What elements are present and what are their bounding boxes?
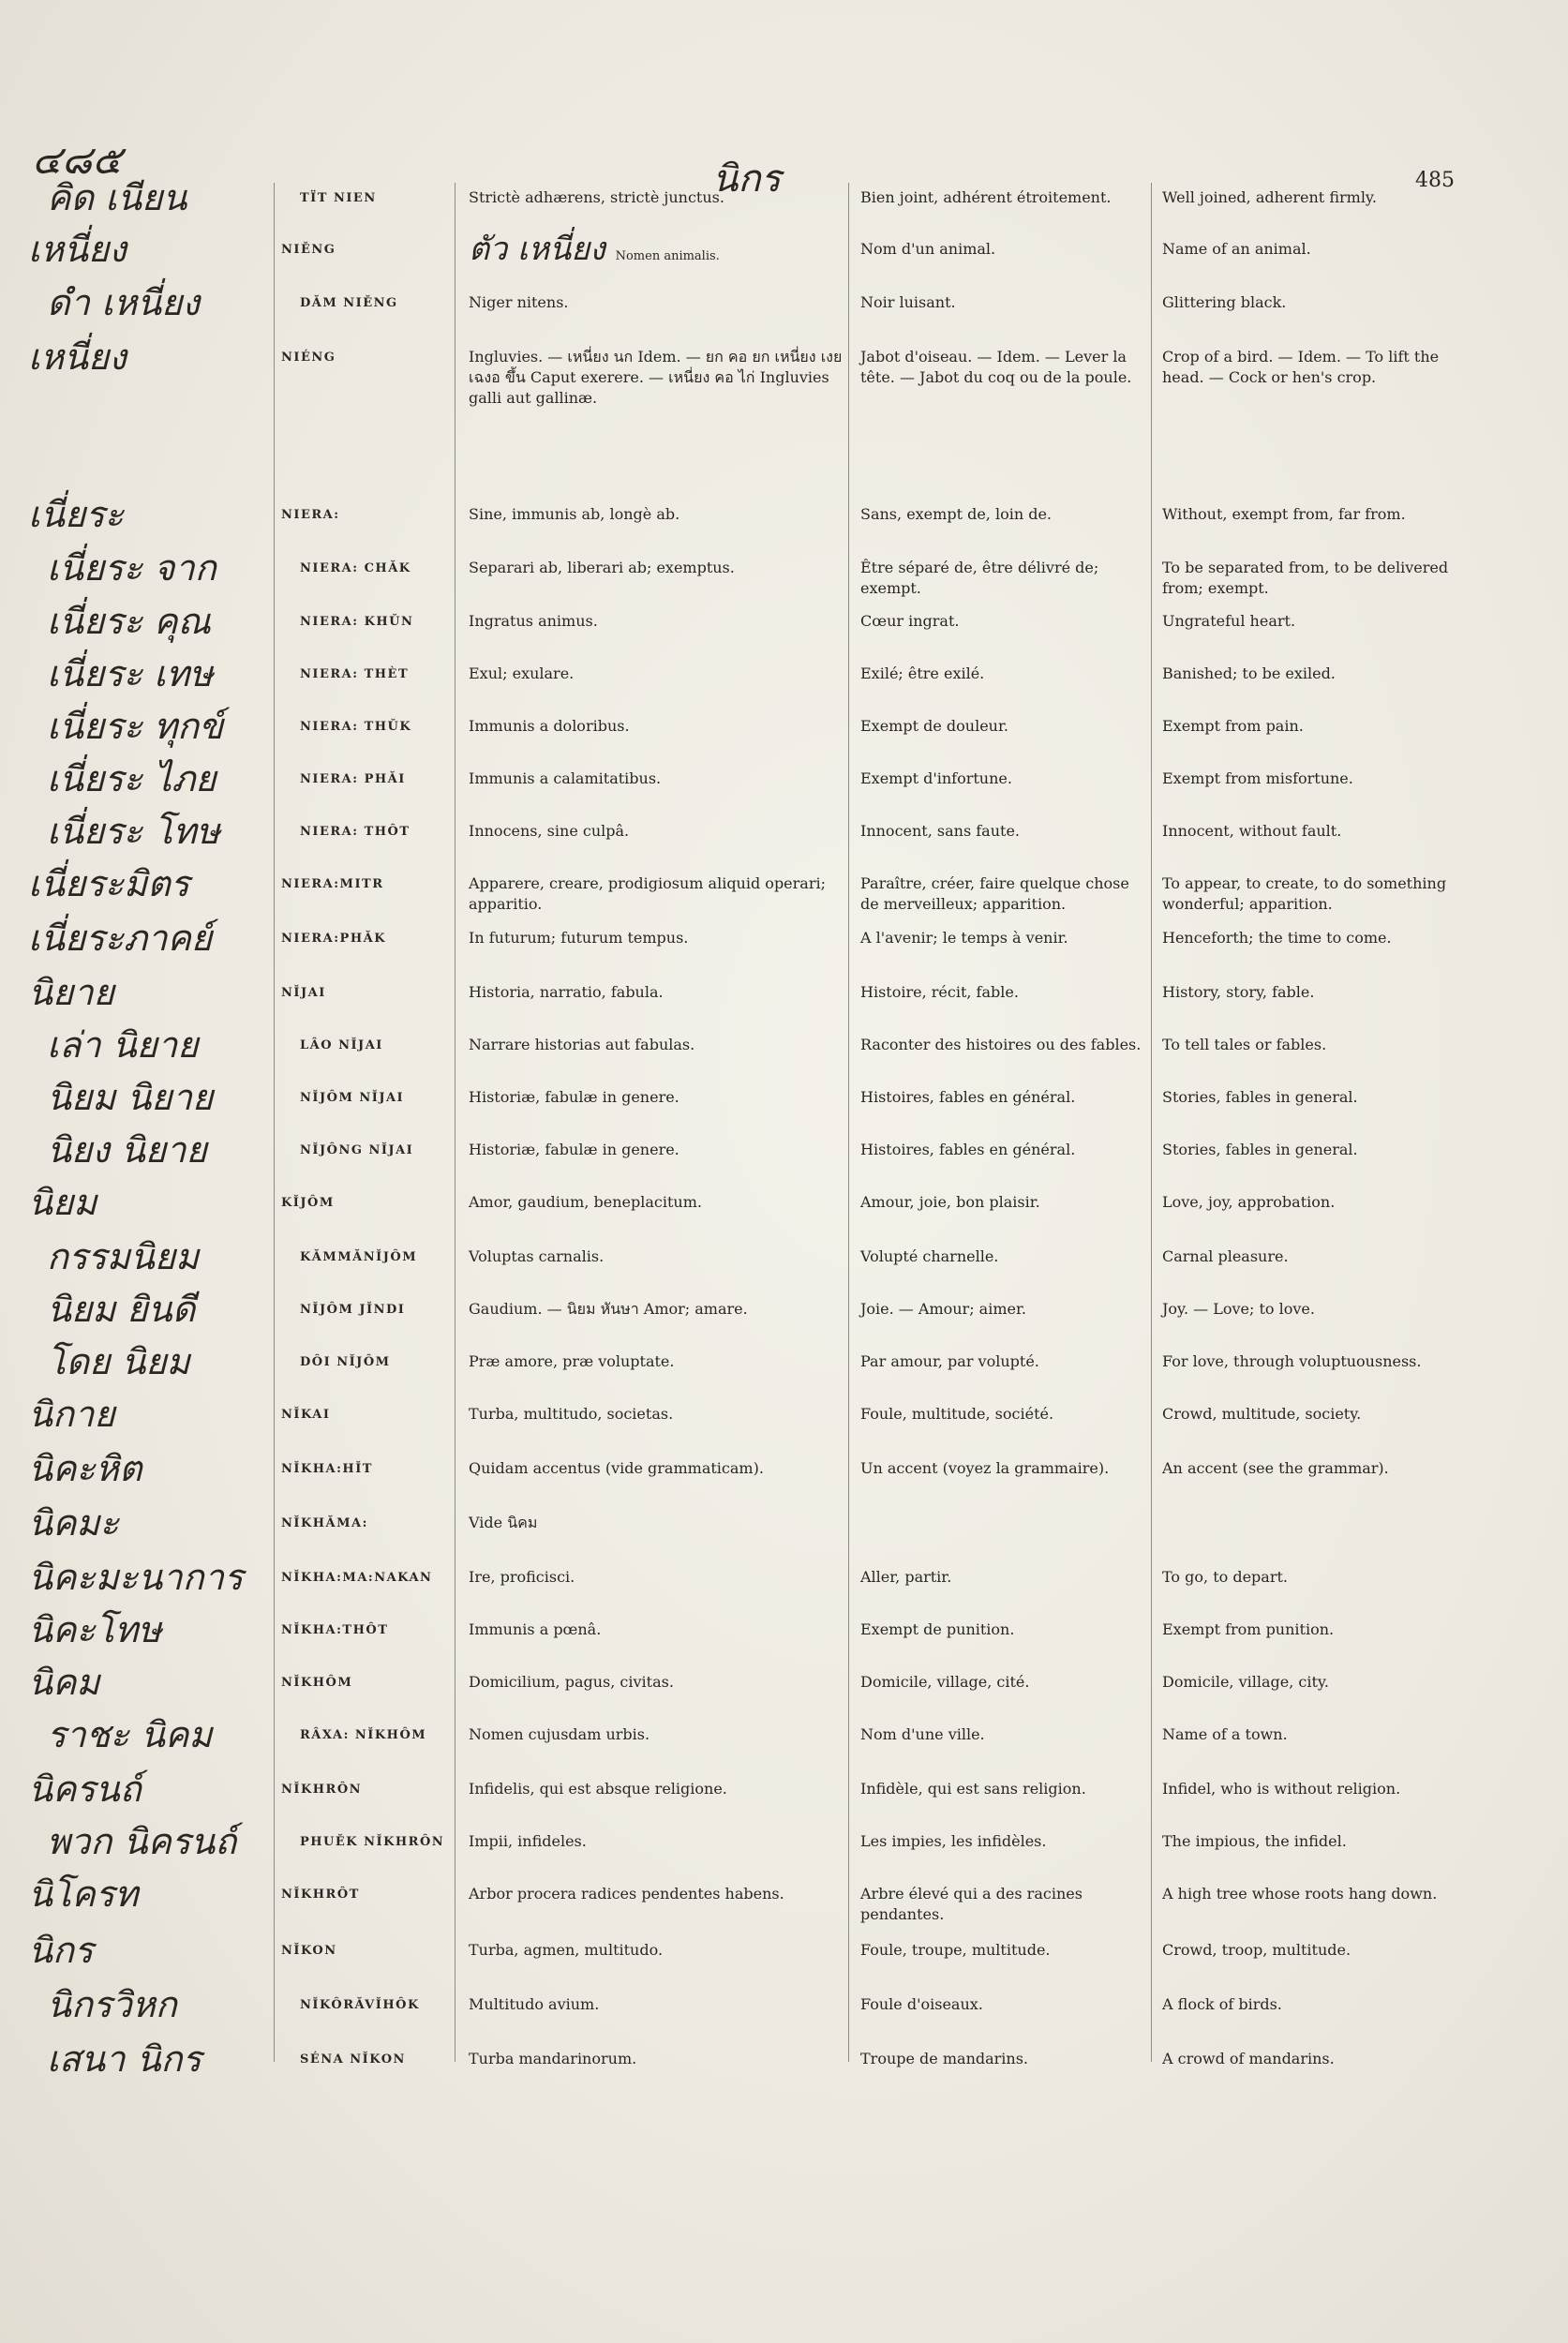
french-definition: Exilé; être exilé. <box>860 664 985 682</box>
latin-definition: Ire, proficisci. <box>469 1568 575 1586</box>
thai-headword: นิกาย <box>28 1394 115 1435</box>
romanization: NĬKÔRĂVĬHÔK <box>300 1998 420 2012</box>
thai-headword: เนี่ยระ ทุกข์ <box>47 706 224 747</box>
french-definition: Par amour, par volupté. <box>860 1352 1039 1370</box>
latin-definition: Voluptas carnalis. <box>469 1247 605 1265</box>
romanization: KĬJÔM <box>281 1196 335 1210</box>
french-definition: Exempt d'infortune. <box>860 769 1012 787</box>
romanization: NIERA: PHĂI <box>300 772 406 786</box>
dictionary-entry <box>0 654 1568 692</box>
thai-headword: คิด เนียน <box>47 177 187 218</box>
romanization: NĬKAI <box>281 1408 331 1422</box>
latin-definition: Turba mandarinorum. <box>469 2050 637 2067</box>
english-definition: Glittering black. <box>1162 293 1287 311</box>
thai-headword: นิยาย <box>28 972 114 1013</box>
english-definition: Exempt from misfortune. <box>1162 769 1353 787</box>
dictionary-entry <box>0 1768 1568 1810</box>
thai-headword: นิยม ยินดี <box>47 1289 196 1330</box>
dictionary-entry <box>0 1342 1568 1380</box>
romanization: NĬKHA:HĬT <box>281 1462 373 1476</box>
thai-headword: เนี่ยระ เทษ <box>47 653 214 694</box>
thai-headword: โดย นิยม <box>47 1341 190 1382</box>
thai-headword: นิคม <box>28 1662 100 1703</box>
latin-definition: Præ amore, præ voluptate. <box>469 1352 675 1370</box>
dictionary-entry <box>0 1077 1568 1118</box>
english-definition: Ungrateful heart. <box>1162 612 1296 630</box>
latin-definition: Nomen cujusdam urbis. <box>469 1725 650 1743</box>
running-headword: นิกร <box>712 157 782 201</box>
dictionary-entry <box>0 1821 1568 1862</box>
romanization: RÂXA: NĬKHÔM <box>300 1728 427 1742</box>
dictionary-entry <box>0 1984 1568 2025</box>
thai-headword: เนี่ยระ โทษ <box>47 811 220 852</box>
romanization: NIERA:PHĂK <box>281 932 387 946</box>
english-definition: A high tree whose roots hang down. <box>1162 1885 1438 1903</box>
thai-headword: ราชะ นิคม <box>47 1714 213 1755</box>
french-definition: Sans, exempt de, loin de. <box>860 505 1053 523</box>
english-definition: Henceforth; the time to come. <box>1162 929 1392 947</box>
latin-definition: Historia, narratio, fabula. <box>469 983 664 1001</box>
romanization: NIÉNG <box>281 351 336 365</box>
french-definition: Infidèle, qui est sans religion. <box>860 1780 1086 1798</box>
english-definition: Love, joy, approbation. <box>1162 1193 1336 1211</box>
romanization: NIERA: THÔT <box>300 825 411 839</box>
romanization: NĬKHRÔN <box>281 1783 363 1797</box>
page-number: 485 <box>1415 169 1455 192</box>
english-definition: Domicile, village, city. <box>1162 1673 1329 1691</box>
french-definition: Arbre élevé qui a des racines pendantes. <box>860 1885 1083 1923</box>
dictionary-entry <box>0 1182 1568 1223</box>
romanization: NIĔNG <box>281 243 336 257</box>
romanization: NĬJÔNG NĬJAI <box>300 1143 414 1157</box>
latin-definition: Gaudium. — นิยม หันษา Amor; amare. <box>469 1300 748 1318</box>
french-definition: Domicile, village, cité. <box>860 1673 1030 1691</box>
latin-definition: Impii, infideles. <box>469 1832 587 1850</box>
latin-definition: Immunis a calamitatibus. <box>469 769 662 787</box>
latin-definition: Ingratus animus. <box>469 612 598 630</box>
dictionary-entry <box>0 1448 1568 1489</box>
french-definition: Un accent (voyez la grammaire). <box>860 1459 1110 1477</box>
latin-thai-inline: ตัว เหนี่ยง <box>469 231 616 268</box>
dictionary-entry <box>0 1715 1568 1753</box>
english-definition: The impious, the infidel. <box>1162 1832 1347 1850</box>
dictionary-entry <box>0 706 1568 747</box>
romanization: NĬKHĂMA: <box>281 1516 368 1530</box>
thai-headword: เนี่ยระภาคย์ <box>28 918 213 959</box>
english-definition: To go, to depart. <box>1162 1568 1288 1586</box>
thai-headword: เล่า นิยาย <box>47 1024 199 1066</box>
latin-definition: Exul; exulare. <box>469 664 575 682</box>
dictionary-entry <box>0 972 1568 1013</box>
english-definition: Exempt from punition. <box>1162 1620 1335 1638</box>
thai-headword: นิโครท <box>28 1873 139 1915</box>
dictionary-entry <box>0 2038 1568 2080</box>
english-definition: Joy. — Love; to love. <box>1162 1300 1315 1318</box>
english-definition: Banished; to be exiled. <box>1162 664 1336 682</box>
english-definition: A crowd of mandarins. <box>1162 2050 1335 2067</box>
french-definition: Amour, joie, bon plaisir. <box>860 1193 1040 1211</box>
dictionary-entry <box>0 1930 1568 1971</box>
latin-definition: Arbor procera radices pendentes habens. <box>469 1885 784 1903</box>
french-definition: Nom d'une ville. <box>860 1725 985 1743</box>
english-definition: Carnal pleasure. <box>1162 1247 1289 1265</box>
latin-definition: Historiæ, fabulæ in genere. <box>469 1088 679 1106</box>
latin-definition: Apparere, creare, prodigiosum aliquid operari; apparitio. <box>469 874 826 913</box>
dictionary-entry <box>0 1129 1568 1171</box>
latin-text: Nomen animalis. <box>615 249 720 263</box>
dictionary-entry <box>0 1662 1568 1703</box>
english-definition: To appear, to create, to do something wonderful; apparition. <box>1162 874 1447 913</box>
romanization: LÂO NĬJAI <box>300 1038 383 1052</box>
dictionary-entry <box>0 863 1568 913</box>
romanization: NĬKHRÔT <box>281 1888 360 1902</box>
dictionary-entry <box>0 494 1568 535</box>
thai-headword: ดำ เหนี่ยง <box>47 282 200 323</box>
latin-definition: In futurum; futurum tempus. <box>469 929 689 947</box>
dictionary-entry <box>0 178 1568 216</box>
french-definition: Nom d'un animal. <box>860 240 996 258</box>
latin-definition: Separari ab, liberari ab; exemptus. <box>469 559 735 576</box>
latin-definition: Sine, immunis ab, longè ab. <box>469 505 680 523</box>
thai-headword: นิกรวิหก <box>47 1984 177 2025</box>
thai-headword: กรรมนิยม <box>47 1236 200 1277</box>
latin-definition: Historiæ, fabulæ in genere. <box>469 1141 679 1158</box>
latin-definition: Infidelis, qui est absque religione. <box>469 1780 727 1798</box>
latin-definition: Domicilium, pagus, civitas. <box>469 1673 674 1691</box>
thai-headword: นิยม <box>28 1182 97 1223</box>
english-definition: Name of a town. <box>1162 1725 1288 1743</box>
dictionary-entry <box>0 811 1568 852</box>
dictionary-entry <box>0 1557 1568 1598</box>
latin-definition: Niger nitens. <box>469 293 569 311</box>
french-definition: Foule, multitude, société. <box>860 1405 1054 1423</box>
romanization: DÔI NĬJÔM <box>300 1355 391 1369</box>
english-definition: Exempt from pain. <box>1162 717 1304 735</box>
latin-definition: Innocens, sine culpâ. <box>469 822 630 840</box>
english-definition: An accent (see the grammar). <box>1162 1459 1389 1477</box>
english-definition: Crowd, multitude, society. <box>1162 1405 1362 1423</box>
french-definition: Noir luisant. <box>860 293 956 311</box>
thai-headword: พวก นิครนถ์ <box>47 1821 237 1862</box>
dictionary-entry <box>0 601 1568 642</box>
french-definition: Foule, troupe, multitude. <box>860 1941 1051 1959</box>
english-definition: Name of an animal. <box>1162 240 1311 258</box>
english-definition: Without, exempt from, far from. <box>1162 505 1406 523</box>
thai-headword: นิกร <box>28 1930 94 1971</box>
dictionary-entry <box>0 759 1568 797</box>
thai-headword: เสนา นิกร <box>47 2038 202 2080</box>
dictionary-entry <box>0 918 1568 959</box>
thai-headword: เนี่ยระมิตร <box>28 863 190 904</box>
english-definition: For love, through voluptuousness. <box>1162 1352 1422 1370</box>
thai-headword: นิครนถ์ <box>28 1768 142 1810</box>
french-definition: Aller, partir. <box>860 1568 952 1586</box>
thai-headword: นิคะมะนาการ <box>28 1557 244 1598</box>
english-definition: Stories, fables in general. <box>1162 1141 1358 1158</box>
french-definition: Histoires, fables en général. <box>860 1088 1076 1106</box>
romanization: TÏT NIEN <box>300 191 377 205</box>
french-definition: Bien joint, adhérent étroitement. <box>860 188 1112 206</box>
french-definition: Raconter des histoires ou des fables. <box>860 1036 1142 1053</box>
latin-definition: Narrare historias aut fabulas. <box>469 1036 695 1053</box>
english-definition: Infidel, who is without religion. <box>1162 1780 1401 1798</box>
french-definition: Les impies, les infidèles. <box>860 1832 1047 1850</box>
romanization: NĬJAI <box>281 986 326 1000</box>
french-definition: Exempt de punition. <box>860 1620 1015 1638</box>
dictionary-entry <box>0 1237 1568 1275</box>
dictionary-entry <box>0 1610 1568 1648</box>
romanization: NIERA: THŬK <box>300 720 412 734</box>
thai-headword: เหนี่ยง <box>28 229 127 270</box>
english-definition: Innocent, without fault. <box>1162 822 1342 840</box>
thai-page-number: ๔๘๕ <box>32 137 122 183</box>
romanization: NĬKHÔM <box>281 1676 353 1690</box>
romanization: NIERA: KHŬN <box>300 615 414 629</box>
romanization: NIERA: CHĂK <box>300 561 411 575</box>
thai-headword: นิยม นิยาย <box>47 1077 214 1118</box>
dictionary-entry <box>0 336 1568 407</box>
latin-definition: Turba, multitudo, societas. <box>469 1405 674 1423</box>
latin-definition: Multitudo avium. <box>469 1995 600 2013</box>
thai-headword: เนี่ยระ <box>28 494 125 535</box>
english-definition: To tell tales or fables. <box>1162 1036 1327 1053</box>
latin-definition: Strictè adhærens, strictè junctus. <box>469 188 724 206</box>
dictionary-entry <box>0 283 1568 321</box>
romanization: SÉNA NĬKON <box>300 2052 406 2067</box>
romanization: NĬJÔM JĬNDI <box>300 1303 406 1317</box>
romanization: NĬJÔM NĬJAI <box>300 1091 405 1105</box>
romanization: NIERA:MITR <box>281 877 384 891</box>
english-definition: To be separated from, to be delivered from; exempt. <box>1162 559 1449 597</box>
french-definition: Volupté charnelle. <box>860 1247 999 1265</box>
french-definition: Histoire, récit, fable. <box>860 983 1019 1001</box>
dictionary-entry <box>0 1024 1568 1066</box>
latin-definition <box>469 231 844 268</box>
latin-definition: Turba, agmen, multitudo. <box>469 1941 664 1959</box>
dictionary-entry <box>0 1502 1568 1544</box>
thai-headword: เนี่ยระ จาก <box>47 547 217 589</box>
dictionary-entry <box>0 1394 1568 1435</box>
english-definition: Crop of a bird. — Idem. — To lift the head. — Cock or hen's crop. <box>1162 348 1440 386</box>
romanization: DĂM NIĔNG <box>300 296 398 310</box>
english-definition: Well joined, adherent firmly. <box>1162 188 1377 206</box>
thai-headword: นิคะโทษ <box>28 1609 162 1650</box>
french-definition: Histoires, fables en général. <box>860 1141 1076 1158</box>
latin-definition: Quidam accentus (vide grammaticam). <box>469 1459 764 1477</box>
romanization: PHUĔK NĬKHRÔN <box>300 1835 445 1849</box>
english-definition: Stories, fables in general. <box>1162 1088 1358 1106</box>
french-definition: A l'avenir; le temps à venir. <box>860 929 1068 947</box>
romanization: NĬKON <box>281 1944 337 1958</box>
french-definition: Paraître, créer, faire quelque chose de merveilleux; apparition. <box>860 874 1129 913</box>
latin-definition: Immunis a doloribus. <box>469 717 630 735</box>
latin-definition: Ingluvies. — เหนี่ยง นก Idem. — ยก คอ ยก เหนี่ยง เงย เฉงอ ขึ้น Caput exerere. — เหนี่ยง คอ ไก่ Ingluvies galli aut gallinæ. <box>469 348 843 407</box>
french-definition: Innocent, sans faute. <box>860 822 1020 840</box>
french-definition: Jabot d'oiseau. — Idem. — Lever la tête. — Jabot du coq ou de la poule. <box>860 348 1132 386</box>
french-definition: Exempt de douleur. <box>860 717 1008 735</box>
french-definition: Foule d'oiseaux. <box>860 1995 983 2013</box>
french-definition: Joie. — Amour; aimer. <box>860 1300 1026 1318</box>
dictionary-entry <box>0 1289 1568 1330</box>
dictionary-entry <box>0 547 1568 597</box>
romanization: NIERA: THÈT <box>300 667 410 681</box>
thai-headword: นิคมะ <box>28 1502 119 1544</box>
english-definition: A flock of birds. <box>1162 1995 1282 2013</box>
thai-headword: นิคะหิต <box>28 1448 142 1489</box>
romanization: NĬKHA:THÔT <box>281 1623 389 1637</box>
dictionary-entry <box>0 229 1568 270</box>
french-definition: Troupe de mandarins. <box>860 2050 1029 2067</box>
romanization: KĂMMĂNĬJÔM <box>300 1250 418 1264</box>
dictionary-entry <box>0 1873 1568 1923</box>
french-definition: Cœur ingrat. <box>860 612 960 630</box>
latin-definition: Amor, gaudium, beneplacitum. <box>469 1193 702 1211</box>
english-definition: Crowd, troop, multitude. <box>1162 1941 1351 1959</box>
romanization: NIERA: <box>281 508 340 522</box>
thai-headword: เนี่ยระ ไภย <box>47 758 217 799</box>
thai-headword: เหนี่ยง <box>28 336 127 378</box>
thai-headword: นิยง นิยาย <box>47 1129 207 1171</box>
latin-definition: Immunis a pœnâ. <box>469 1620 602 1638</box>
romanization: NĬKHA:MA:NAKAN <box>281 1571 433 1585</box>
thai-headword: เนี่ยระ คุณ <box>47 601 211 642</box>
english-definition: History, story, fable. <box>1162 983 1315 1001</box>
latin-definition: Vide นิคม <box>469 1514 538 1531</box>
french-definition: Être séparé de, être délivré de; exempt. <box>860 559 1099 597</box>
